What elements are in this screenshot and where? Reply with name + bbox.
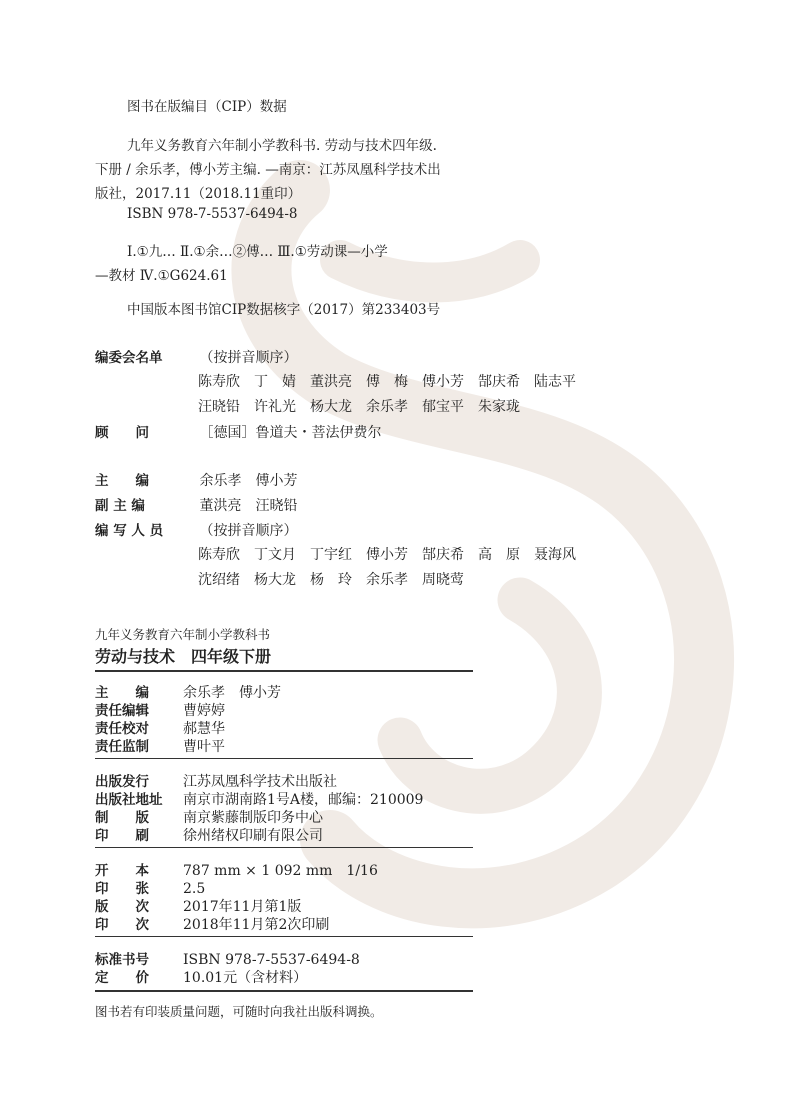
credit-label: 责任监制 xyxy=(95,739,149,755)
spec-value: 787 mm × 1 092 mm 1/16 xyxy=(183,863,378,879)
credit-label: 责任编辑 xyxy=(95,703,149,719)
advisor-row xyxy=(95,421,381,442)
writer-name: 陈寿欣 xyxy=(198,547,240,563)
writer-name: 聂海风 xyxy=(534,547,576,563)
series-name: 九年义务教育六年制小学教科书 xyxy=(95,627,271,642)
divider-price xyxy=(95,990,473,992)
advisor-label: 顾 问 xyxy=(95,425,149,441)
publisher-label: 制 版 xyxy=(95,810,149,826)
publisher-value: 江苏凤凰科学技术出版社 xyxy=(183,774,337,790)
writer-name: 郜庆希 xyxy=(422,547,464,563)
writer-name: 丁宇红 xyxy=(310,547,352,563)
committee-member: 董洪亮 xyxy=(310,374,352,390)
chief-editor-row xyxy=(95,469,297,490)
committee-label: 编委会名单 xyxy=(95,350,163,366)
price-label: 定 价 xyxy=(95,970,149,986)
spec-label: 印 张 xyxy=(95,881,149,897)
committee-header xyxy=(95,346,297,367)
credit-label: 责任校对 xyxy=(95,721,149,737)
publisher-label: 出版社地址 xyxy=(95,792,163,808)
divider-title xyxy=(95,670,473,672)
cip-number: 中国版本图书馆CIP数据核字（2017）第233403号 xyxy=(127,302,441,318)
writers-row-1 xyxy=(198,544,590,564)
deputy-editor-label: 副 主 编 xyxy=(95,498,145,514)
committee-member: 汪晓铅 xyxy=(198,399,240,415)
writers-label: 编 写 人 员 xyxy=(95,523,164,539)
credit-value: 曹婷婷 xyxy=(183,703,225,719)
writer-name: 沈绍绪 xyxy=(198,572,240,588)
writer-name: 傅小芳 xyxy=(366,547,408,563)
writer-name: 周晓莺 xyxy=(422,572,464,588)
spec-label: 版 次 xyxy=(95,899,149,915)
committee-row-1 xyxy=(198,371,590,391)
divider-publisher xyxy=(95,847,473,848)
spec-value: 2.5 xyxy=(183,881,206,897)
price-row xyxy=(95,966,307,987)
committee-member: 丁 婧 xyxy=(254,374,296,390)
publisher-value: 南京市湖南路1号A楼，邮编：210009 xyxy=(183,792,424,808)
publisher-label: 出版发行 xyxy=(95,774,149,790)
writer-name: 杨大龙 xyxy=(254,572,296,588)
book-title: 劳动与技术 四年级下册 xyxy=(95,647,272,666)
price-row xyxy=(95,948,360,968)
spec-label: 开 本 xyxy=(95,863,149,879)
publisher-row xyxy=(95,824,323,845)
chief-editor-label: 主 编 xyxy=(95,473,149,489)
writer-name: 余乐孝 xyxy=(366,572,408,588)
cip-line-2: 下册 / 余乐孝，傅小芳主编. —南京：江苏凤凰科学技术出 xyxy=(95,162,441,178)
spec-row xyxy=(95,877,205,897)
writer-name: 高 原 xyxy=(478,547,520,563)
writers-row-2 xyxy=(198,569,478,589)
cip-classification-2: —教材 Ⅳ.①G624.61 xyxy=(95,268,228,284)
spec-value: 2018年11月第2次印刷 xyxy=(183,917,330,933)
writers-header xyxy=(95,519,297,540)
committee-member: 许礼光 xyxy=(254,399,296,415)
cip-line-3: 版社，2017.11（2018.11重印） xyxy=(95,186,302,202)
credit-value: 曹叶平 xyxy=(183,739,225,755)
committee-member: 余乐孝 xyxy=(366,399,408,415)
committee-member: 郜庆希 xyxy=(478,374,520,390)
divider-specs xyxy=(95,936,473,937)
divider-credits xyxy=(95,758,473,759)
spec-value: 2017年11月第1版 xyxy=(183,899,302,915)
chief-editor-names: 余乐孝 傅小芳 xyxy=(199,473,298,489)
publisher-label: 印 刷 xyxy=(95,828,149,844)
cip-line-1: 九年义务教育六年制小学教科书. 劳动与技术四年级. xyxy=(127,138,437,154)
price-value: 10.01元（含材料） xyxy=(183,970,308,986)
committee-member: 陈寿欣 xyxy=(198,374,240,390)
deputy-editor-names: 董洪亮 汪晓铅 xyxy=(199,498,298,514)
cip-isbn: ISBN 978-7-5537-6494-8 xyxy=(127,206,298,222)
deputy-editor-row xyxy=(95,494,297,515)
price-value: ISBN 978-7-5537-6494-8 xyxy=(183,952,360,968)
credit-value: 郝慧华 xyxy=(183,721,225,737)
writers-note: （按拼音顺序） xyxy=(199,523,298,539)
credit-label: 主 编 xyxy=(95,685,149,701)
committee-member: 傅 梅 xyxy=(366,374,408,390)
footer-note: 图书若有印装质量问题，可随时向我社出版科调换。 xyxy=(95,1004,383,1019)
committee-member: 杨大龙 xyxy=(310,399,352,415)
publisher-value: 南京紫藤制版印务中心 xyxy=(183,810,323,826)
credit-row xyxy=(95,735,225,756)
writer-name: 丁文月 xyxy=(254,547,296,563)
credit-value: 余乐孝 傅小芳 xyxy=(183,685,281,701)
committee-note: （按拼音顺序） xyxy=(199,350,298,366)
writer-name: 杨 玲 xyxy=(310,572,352,588)
cip-classification-1: Ⅰ.①九… Ⅱ.①余…②傅… Ⅲ.①劳动课—小学 xyxy=(127,244,388,260)
advisor-name: ［德国］鲁道夫・菩法伊费尔 xyxy=(199,425,382,441)
spec-label: 印 次 xyxy=(95,917,149,933)
committee-member: 朱家珑 xyxy=(478,399,520,415)
committee-row-2 xyxy=(198,396,534,416)
cip-heading: 图书在版编目（CIP）数据 xyxy=(127,99,287,115)
committee-member: 郁宝平 xyxy=(422,399,464,415)
publisher-value: 徐州绪权印刷有限公司 xyxy=(183,828,323,844)
committee-member: 傅小芳 xyxy=(422,374,464,390)
spec-row xyxy=(95,913,329,934)
price-label: 标准书号 xyxy=(95,952,149,968)
committee-member: 陆志平 xyxy=(534,374,576,390)
